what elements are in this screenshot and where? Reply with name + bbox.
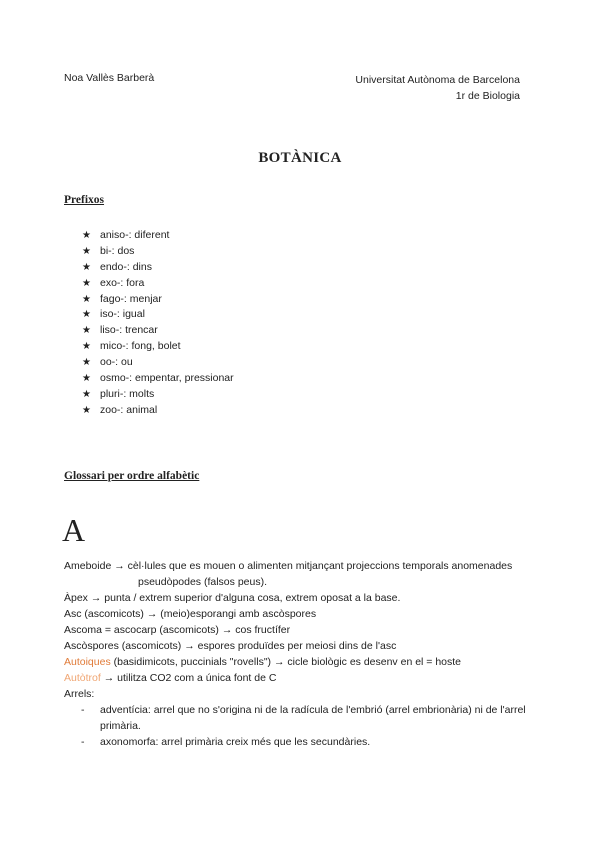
prefix-text: fago-: menjar <box>100 292 162 305</box>
star-icon: ★ <box>82 230 91 241</box>
prefix-text: endo-: dins <box>100 260 152 273</box>
list-item <box>82 228 234 244</box>
star-icon: ★ <box>82 325 91 337</box>
list-item <box>82 276 234 292</box>
star-icon: ★ <box>82 404 91 416</box>
list-item <box>82 371 234 387</box>
section-letter: A <box>62 512 86 548</box>
star-icon: ★ <box>82 293 91 305</box>
prefix-text: bi-: dos <box>100 244 135 257</box>
list-item <box>82 244 234 260</box>
prefix-text: zoo-: animal <box>100 403 158 416</box>
list-item <box>82 355 234 371</box>
list-item <box>82 323 234 339</box>
list-item <box>82 387 234 403</box>
dash-marker: - <box>81 704 85 716</box>
autoiques-definition: (basidimicots, puccinials "rovells") → cicle biològic es desenv en el = hoste <box>110 656 462 668</box>
prefixos-heading: Prefixos <box>64 194 105 206</box>
dash-marker: - <box>81 736 85 748</box>
star-icon: ★ <box>82 341 91 353</box>
autotrof-definition: → utilitza CO2 com a única font de C <box>100 672 277 684</box>
list-item <box>64 734 534 750</box>
star-icon: ★ <box>82 277 91 289</box>
glossari-heading: Glossari per ordre alfabètic <box>64 470 200 482</box>
arrels-item-text: adventícia: arrel que no s'origina ni de la radícula de l'embrió (arrel embrionària) ni de l'arrel primària. <box>100 704 526 732</box>
star-icon: ★ <box>82 245 91 257</box>
list-item <box>64 702 534 734</box>
star-icon: ★ <box>82 373 91 385</box>
prefix-list <box>82 228 234 419</box>
star-icon: ★ <box>82 309 91 321</box>
entry-autoiques <box>64 654 534 670</box>
course-name: 1r de Biologia <box>455 90 520 102</box>
list-item <box>82 260 234 276</box>
autotrof-term: Autòtrof <box>64 672 101 684</box>
entry-ascospores: Ascòspores (ascomicots) → espores produïdes per meiosi dins de l'asc <box>64 640 397 652</box>
glossary-entries <box>64 558 534 750</box>
prefix-text: iso-: igual <box>100 308 145 321</box>
header-right <box>355 72 520 104</box>
list-item <box>82 307 234 323</box>
prefix-text: oo-: ou <box>100 356 133 369</box>
entry-ameboide: Ameboide → cèl·lules que es mouen o alimenten mitjançant projeccions temporals anomenades <box>64 560 513 572</box>
prefix-text: liso-: trencar <box>100 324 158 337</box>
entry-autotrof <box>64 670 534 686</box>
prefix-text: pluri-: molts <box>100 387 155 400</box>
autoiques-term: Autoiques <box>64 656 111 668</box>
entry-apex: Àpex → punta / extrem superior d'alguna cosa, extrem oposat a la base. <box>64 592 401 604</box>
entry-asc: Asc (ascomicots) → (meio)esporangi amb ascòspores <box>64 608 317 620</box>
page-title: BOTÀNICA <box>258 150 342 166</box>
prefix-text: mico-: fong, bolet <box>100 340 181 353</box>
list-item <box>82 403 234 419</box>
entry-ascoma: Ascoma = ascocarp (ascomicots) → cos fructífer <box>64 624 291 636</box>
star-icon: ★ <box>82 261 91 273</box>
prefix-text: osmo-: empentar, pressionar <box>100 372 234 385</box>
list-item <box>82 339 234 355</box>
star-icon: ★ <box>82 388 91 400</box>
list-item <box>82 292 234 308</box>
star-icon: ★ <box>82 357 91 369</box>
prefix-text: aniso-: diferent <box>100 229 170 241</box>
entry-ameboide-cont: pseudòpodes (falsos peus). <box>138 576 267 588</box>
entry-arrels: Arrels: <box>64 688 95 700</box>
author-name: Noa Vallès Barberà <box>64 72 155 84</box>
arrels-item-text: axonomorfa: arrel primària creix més que les secundàries. <box>100 736 371 748</box>
arrels-list <box>64 702 534 750</box>
prefix-text: exo-: fora <box>100 276 145 289</box>
university-name: Universitat Autònoma de Barcelona <box>355 74 520 86</box>
